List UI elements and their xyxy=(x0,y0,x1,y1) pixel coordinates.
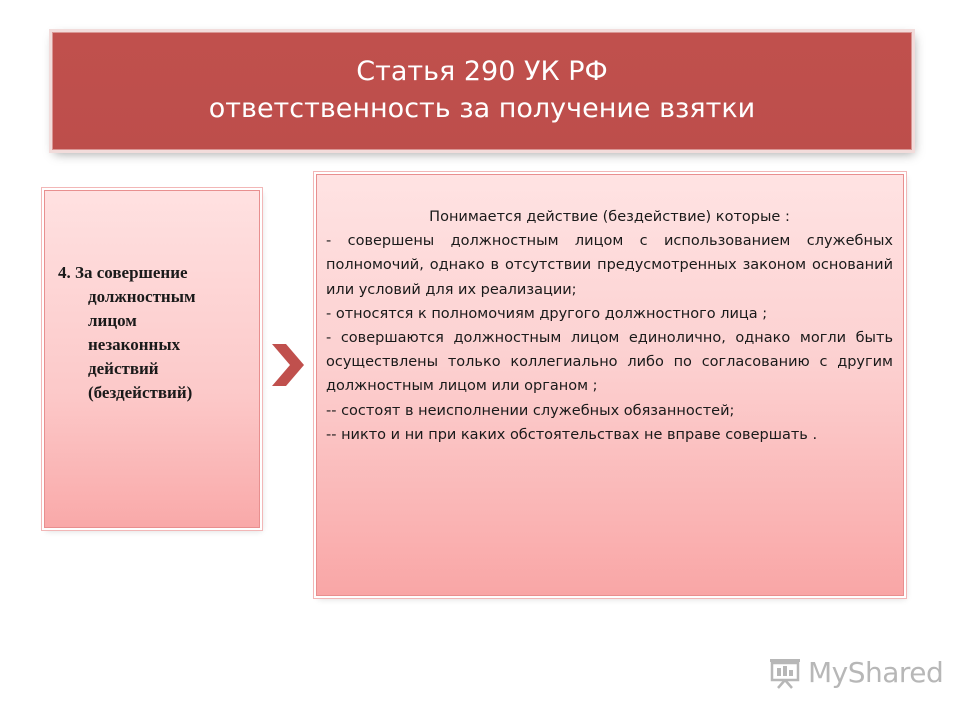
left-line-3: лицом xyxy=(88,311,137,330)
myshared-logo xyxy=(768,656,943,689)
title-line-1: Статья 290 УК РФ xyxy=(356,56,608,87)
left-line-2: должностным xyxy=(88,287,196,306)
definition-text xyxy=(326,205,893,447)
right-text-box xyxy=(316,174,904,596)
definition-item: -- состоят в неисполнении служебных обязанностей; xyxy=(326,402,735,419)
definition-intro: Понимается действие (бездействие) которые : xyxy=(429,209,790,225)
title-line-2: ответственность за получение взятки xyxy=(208,93,756,124)
chevron-right-icon xyxy=(262,338,312,392)
definition-item: - совершены должностным лицом с использованием служебных полномочий, однако в отсутствии предусмотренных законом оснований или условий для их реализации; xyxy=(326,233,893,298)
left-line-1: 4. За совершение xyxy=(58,263,188,282)
left-line-4: незаконных xyxy=(88,335,181,354)
left-line-5: действий xyxy=(88,359,159,378)
definition-item: - совершаются должностным лицом единолично, однако могли быть осуществлены только коллегиально либо по согласованию с другим должностным лицом или органом ; xyxy=(326,330,893,395)
definition-item: -- никто и ни при каких обстоятельствах не вправе совершать . xyxy=(326,426,818,443)
slide-title xyxy=(52,32,912,150)
logo-text: MyShared xyxy=(808,656,944,689)
left-text-box xyxy=(44,190,260,528)
presentation-board-icon xyxy=(768,657,802,689)
left-text xyxy=(58,261,248,405)
definition-item: - относятся к полномочиям другого должностного лица ; xyxy=(326,305,768,322)
left-line-6: (бездействий) xyxy=(88,383,193,402)
